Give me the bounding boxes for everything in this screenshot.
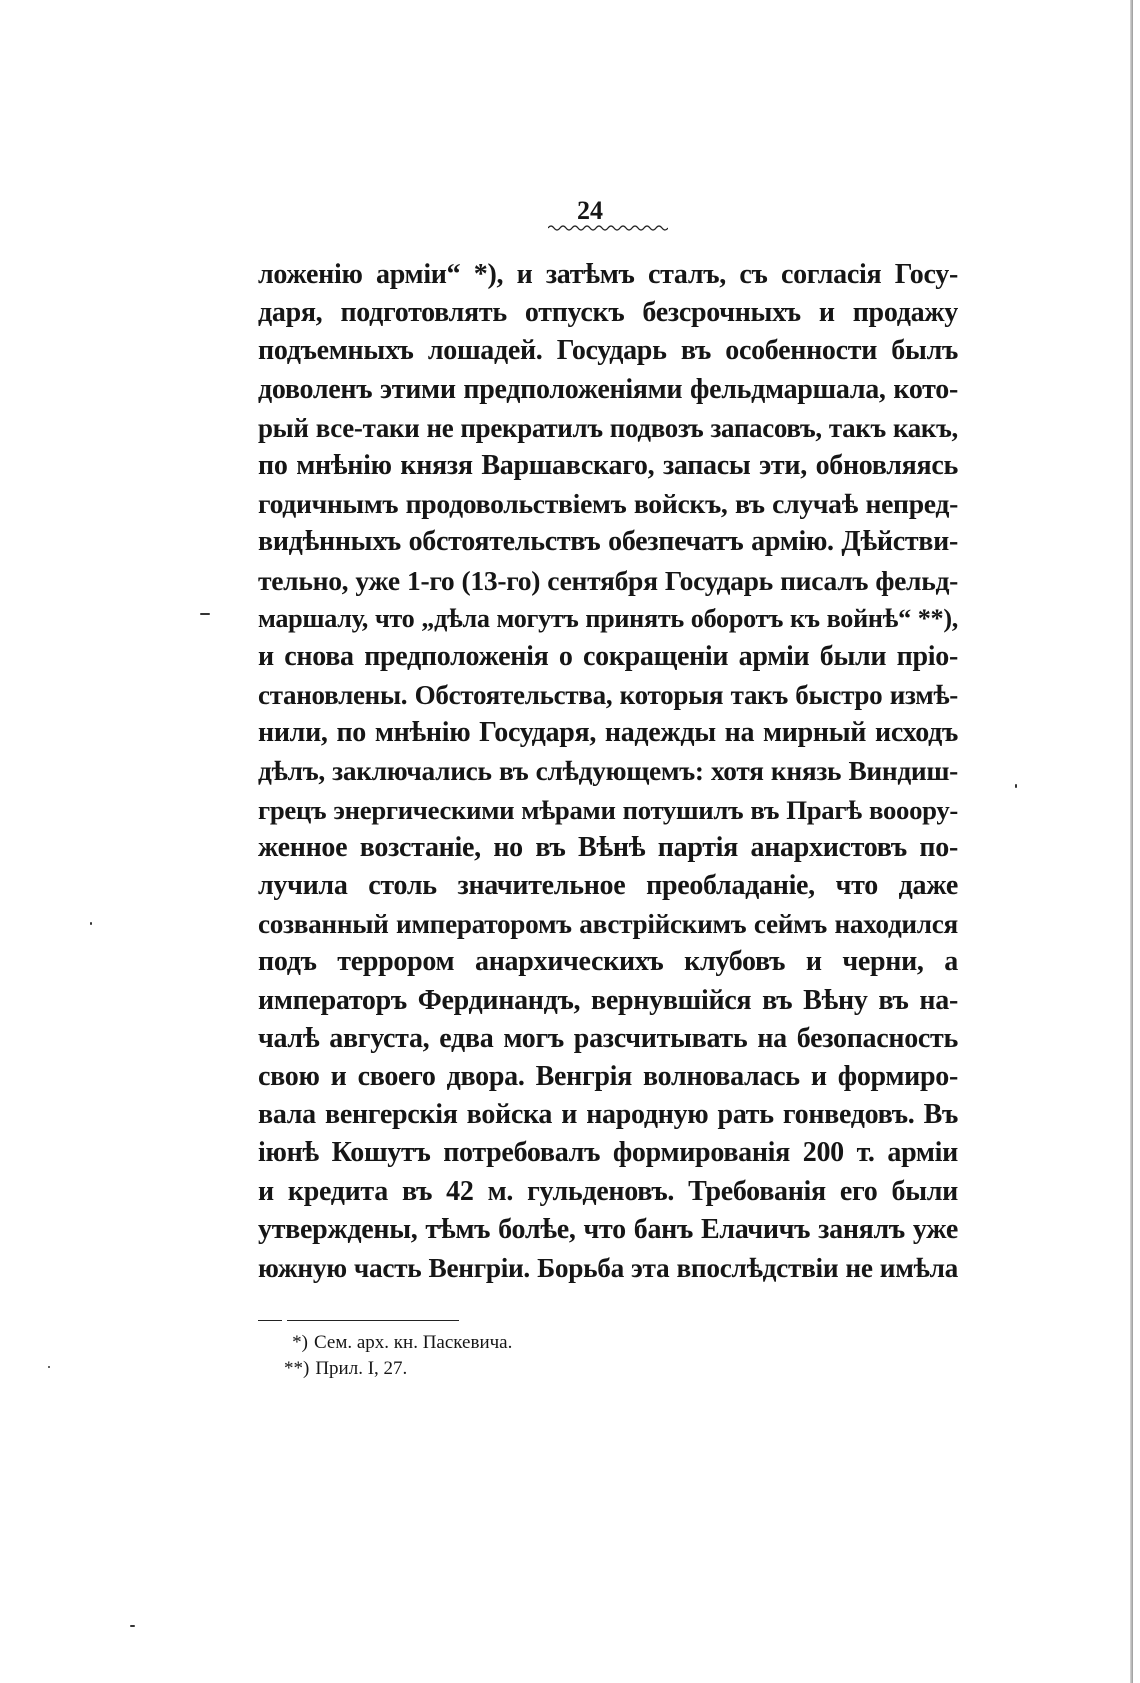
text-line: утверждены, тѣмъ болѣе, что банъ Елачичъ занялъ уже — [258, 1213, 958, 1245]
text-line: тельно, уже 1-го (13-го) сентября Государь писалъ фельд- — [258, 564, 958, 596]
text-line: вала венгерскія войска и народную рать гонведовъ. Въ — [258, 1099, 958, 1131]
text-line: свою и своего двора. Венгрія волновалась и формиро- — [258, 1060, 958, 1092]
footnote — [284, 1330, 784, 1356]
text-line: южную часть Венгріи. Борьба эта впослѣдствіи не имѣла — [258, 1252, 958, 1283]
text-line: маршалу, что „дѣла могутъ принять оборотъ къ войнѣ“ **), — [258, 603, 958, 633]
text-line: становлены. Обстоятельства, которыя такъ быстро измѣ- — [258, 680, 958, 711]
text-line: рый все-таки не прекратилъ подвозъ запасовъ, такъ какъ, — [258, 412, 958, 443]
text-line: подъемныхъ лошадей. Государь въ особенности былъ — [258, 335, 958, 367]
text-line: женное возстаніе, но въ Вѣнѣ партія анархистовъ по- — [258, 831, 958, 863]
text-line: императоръ Фердинандъ, вернувшійся въ Вѣну въ на- — [258, 984, 958, 1016]
text-line: іюнѣ Кошутъ потребовалъ формированія 200 т. арміи — [258, 1137, 958, 1169]
text-line: и кредита въ 42 м. гульденовъ. Требованія его были — [258, 1175, 958, 1207]
footnote-mark: *) — [292, 1332, 308, 1353]
text-line: даря, подготовлять отпускъ безсрочныхъ и продажу — [258, 297, 958, 329]
scan-speck — [200, 613, 210, 615]
scan-speck — [130, 1625, 135, 1627]
text-line: нили, по мнѣнію Государя, надежды на мирный исходъ — [258, 717, 958, 749]
footnote-text: Сем. арх. кн. Паскевича. — [314, 1332, 513, 1353]
body-text — [258, 256, 958, 1287]
scan-speck — [1015, 784, 1017, 788]
footnote-text: Прил. I, 27. — [315, 1358, 408, 1379]
text-line: созванный императоромъ австрійскимъ сеймъ находился — [258, 909, 958, 940]
text-line: подъ террором анархическихъ клубовъ и черни, а — [258, 946, 958, 978]
footnote-mark: **) — [284, 1358, 310, 1379]
text-line: грецъ энергическими мѣрами потушилъ въ Прагѣ вооору- — [258, 794, 958, 825]
page-edge-shadow — [1130, 0, 1133, 1683]
page-number-ornament — [548, 224, 668, 232]
text-line: ложенію арміи“ *), и затѣмъ сталъ, съ согласія Госу- — [258, 259, 958, 290]
text-line: видѣнныхъ обстоятельствъ обезпечатъ армію. Дѣйстви- — [258, 526, 958, 558]
scan-speck — [48, 1366, 50, 1368]
text-line: по мнѣнію князя Варшавскаго, запасы эти, обновляясь — [258, 449, 958, 481]
text-line: доволенъ этими предположеніями фельдмаршала, кото- — [258, 373, 958, 405]
footnotes — [284, 1330, 784, 1382]
scan-speck — [90, 922, 92, 925]
text-line: дѣлъ, заключались въ слѣдующемъ: хотя князь Виндиш- — [258, 756, 958, 787]
footnote — [284, 1356, 784, 1382]
footnote-separator — [287, 1320, 459, 1321]
text-line: лучила столь значительное преобладаніе, что даже — [258, 870, 958, 901]
text-line: чалѣ августа, едва могъ разсчитывать на безопасность — [258, 1022, 958, 1054]
page-number: 24 — [577, 196, 603, 225]
text-line: годичнымъ продовольствіемъ войскъ, въ случаѣ непред- — [258, 488, 958, 520]
footnote-separator-dash — [258, 1320, 282, 1321]
text-line: и снова предположенія о сокращеніи арміи были пріо- — [258, 640, 958, 672]
